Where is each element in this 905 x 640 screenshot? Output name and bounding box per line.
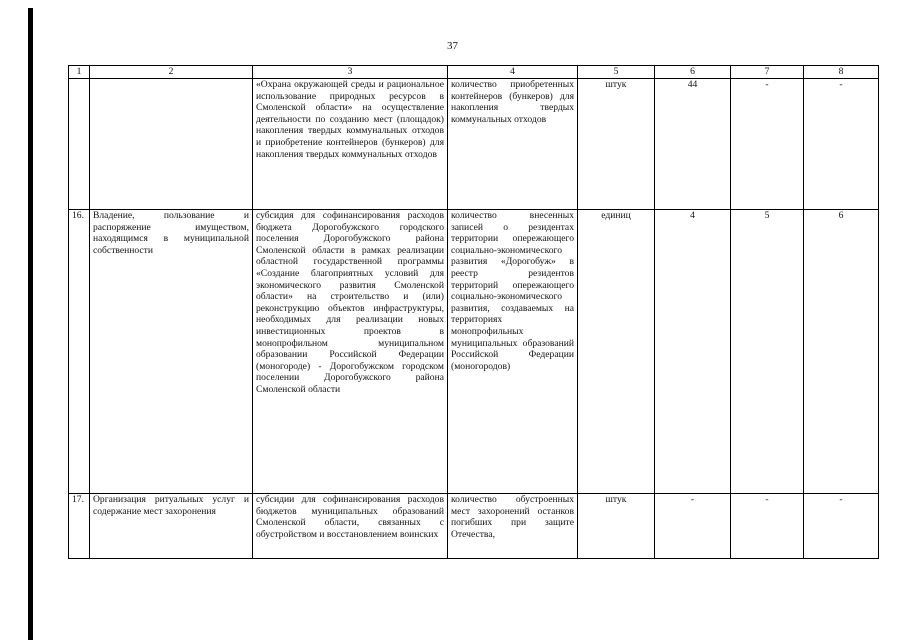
event-description-cell: субсидии для софинансирования расходов бюджетов муниципальных образований Смоленской области, связанных с обустройством и восстановлением воинских (253, 494, 448, 559)
value-cell: - (804, 494, 879, 559)
unit-cell: единиц (578, 210, 655, 494)
unit-cell: штук (578, 494, 655, 559)
value-cell: 6 (804, 210, 879, 494)
header-cell: 4 (448, 66, 578, 79)
value-cell: - (655, 494, 731, 559)
table-header-row (69, 66, 879, 79)
table-row (69, 494, 879, 559)
header-cell: 8 (804, 66, 879, 79)
value-cell: - (731, 79, 804, 210)
row-number-cell (69, 79, 90, 210)
indicator-cell: количество приобретенных контейнеров (бункеров) для накопления твердых коммунальных отходов (448, 79, 578, 210)
table-row (69, 210, 879, 494)
header-cell: 1 (69, 66, 90, 79)
page-edge-bar (28, 8, 33, 640)
function-name-cell (90, 79, 253, 210)
event-description-cell: субсидия для софинансирования расходов бюджета Дорогобужского городского поселения Дорогобужского района Смоленской области в рамках реализации областной государственной программы «Создание благоприятных условий для экономического развития Смоленской области» на строительство и (или) реконструкцию объектов инфраструктуры, необходимых для реализации новых инвестиционных проектов в монопрофильном муниципальном образовании Российской Федерации (моногороде) - Дорогобужском городском поселении Дорогобужского района Смоленской области (253, 210, 448, 494)
header-cell: 2 (90, 66, 253, 79)
value-cell: 4 (655, 210, 731, 494)
function-name-cell: Организация ритуальных услуг и содержание мест захоронения (90, 494, 253, 559)
event-description-cell: «Охрана окружающей среды и рациональное использование природных ресурсов в Смоленской области» на осуществление деятельности по созданию мест (площадок) накопления твердых коммунальных отходов и приобретение контейнеров (бункеров) для накопления твердых коммунальных отходов (253, 79, 448, 210)
value-cell: 44 (655, 79, 731, 210)
indicator-cell: количество внесенных записей о резидентах территории опережающего социально-экономического развития «Дорогобуж» в реестр резидентов территорий опережающего социально-экономического развития, создаваемых на территориях монопрофильных муниципальных образований Российской Федерации (моногородов) (448, 210, 578, 494)
function-name-cell: Владение, пользование и распоряжение имуществом, находящимся в муниципальной собственности (90, 210, 253, 494)
table-row (69, 79, 879, 210)
header-cell: 7 (731, 66, 804, 79)
row-number-cell: 16. (69, 210, 90, 494)
row-number-cell: 17. (69, 494, 90, 559)
value-cell: 5 (731, 210, 804, 494)
indicator-cell: количество обустроенных мест захоронений останков погибших при защите Отечества, (448, 494, 578, 559)
value-cell: - (731, 494, 804, 559)
indicators-table (68, 65, 879, 559)
header-cell: 6 (655, 66, 731, 79)
page-number: 37 (447, 40, 458, 52)
value-cell: - (804, 79, 879, 210)
unit-cell: штук (578, 79, 655, 210)
header-cell: 5 (578, 66, 655, 79)
header-cell: 3 (253, 66, 448, 79)
